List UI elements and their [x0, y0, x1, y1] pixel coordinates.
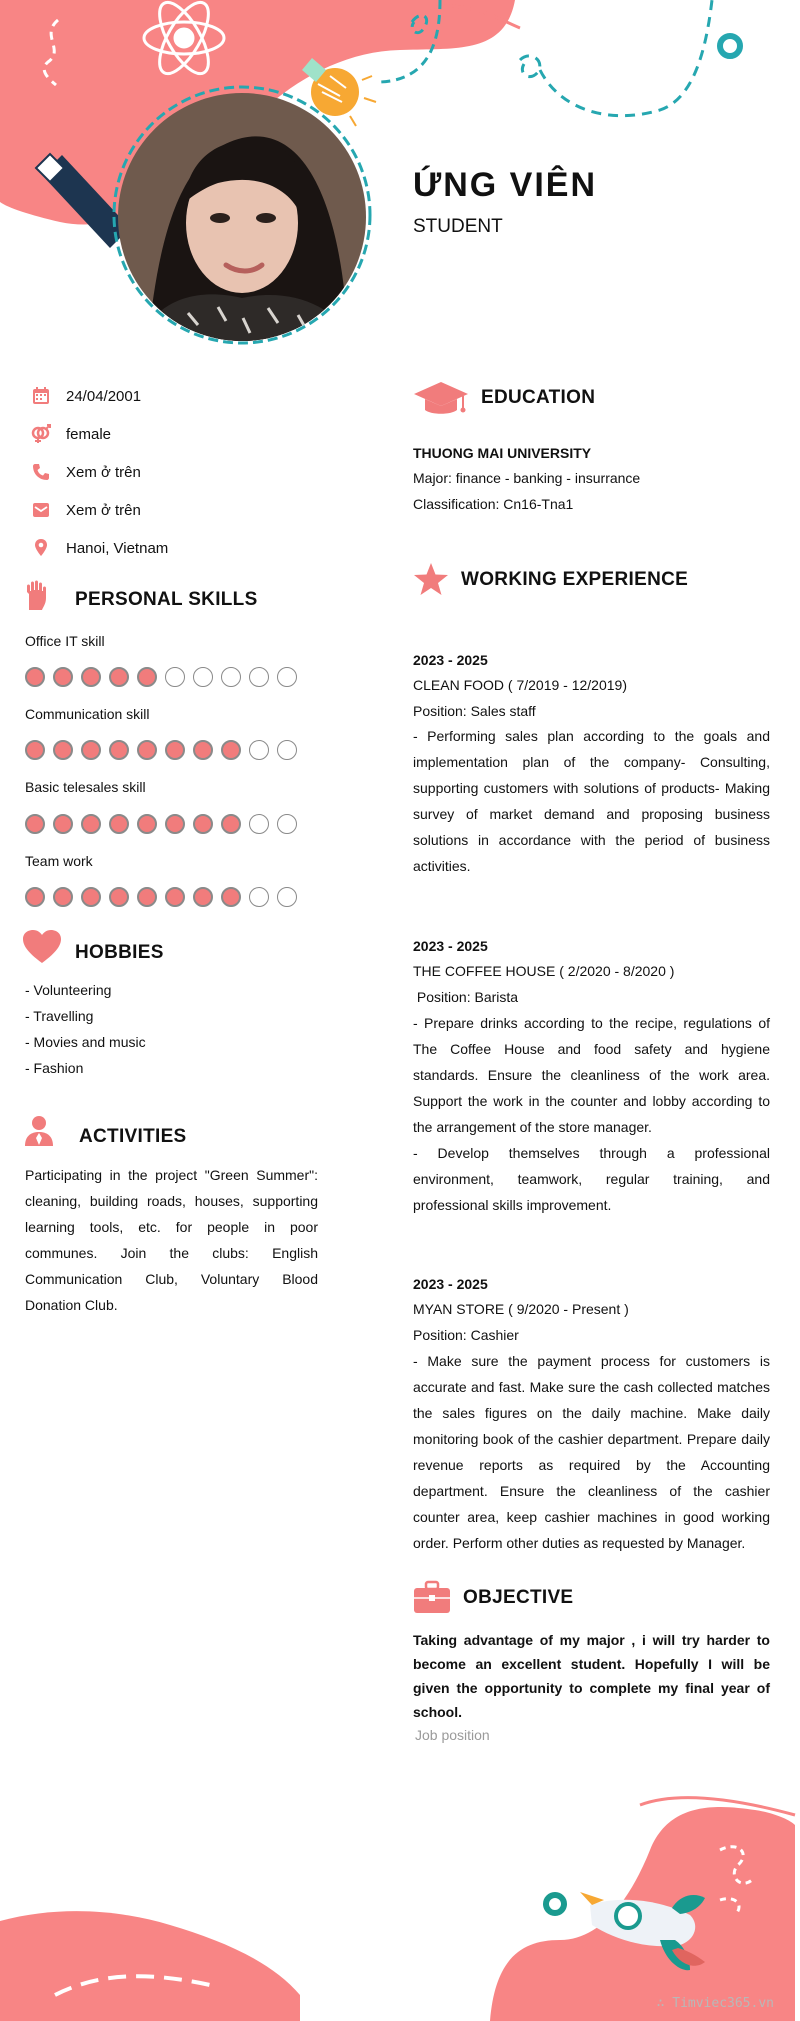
skill-name: Team work [25, 853, 93, 869]
rating-dot-filled [165, 887, 185, 907]
contact-address [28, 534, 328, 562]
person-icon [23, 1115, 55, 1147]
header-decoration [0, 0, 800, 360]
profile-photo [118, 93, 366, 341]
job-position: Position: Cashier [413, 1327, 519, 1343]
activities-title: ACTIVITIES [79, 1126, 187, 1147]
job-years: 2023 - 2025 [413, 938, 488, 954]
contact-email [28, 496, 328, 524]
contact-text: Xem ở trên [66, 463, 141, 481]
hobby-item: - Fashion [25, 1060, 84, 1076]
rating-dot-filled [25, 667, 45, 687]
rating-dot-filled [53, 887, 73, 907]
rating-dot-filled [109, 667, 129, 687]
rating-dot-empty [249, 887, 269, 907]
rating-dot-filled [137, 667, 157, 687]
rating-dot-filled [25, 740, 45, 760]
rating-dot-filled [137, 740, 157, 760]
rating-dot-empty [249, 740, 269, 760]
skill-rating [25, 814, 297, 834]
skill-rating [25, 740, 297, 760]
rating-dot-filled [81, 887, 101, 907]
hobbies-title: HOBBIES [75, 942, 164, 963]
heart-icon [23, 930, 61, 964]
rating-dot-filled [165, 814, 185, 834]
experience-title: WORKING EXPERIENCE [461, 569, 689, 590]
education-major: Major: finance - banking - insurrance [413, 470, 641, 486]
job-position: Position: Sales staff [413, 703, 536, 719]
contact-birthdate [28, 382, 328, 410]
education-school: THUONG MAI UNIVERSITY [413, 445, 592, 461]
job-company: THE COFFEE HOUSE ( 2/2020 - 8/2020 ) [413, 963, 675, 979]
rating-dot-filled [165, 740, 185, 760]
hobby-item: - Travelling [25, 1008, 94, 1024]
hobby-item: - Volunteering [25, 982, 112, 998]
contact-text: female [66, 425, 112, 443]
candidate-role: STUDENT [413, 216, 503, 237]
skill-name: Office IT skill [25, 633, 105, 649]
job-company: CLEAN FOOD ( 7/2019 - 12/2019) [413, 677, 627, 693]
skills-title: PERSONAL SKILLS [75, 589, 258, 610]
footer-decoration [0, 1780, 800, 2021]
hand-icon [23, 580, 49, 612]
job-years: 2023 - 2025 [413, 652, 488, 668]
job-description: - Performing sales plan according to the goals and implementation plan of the company- Consulting, supporting customers with solutions of products- Making survey of market demand and proposing business solutions in accordance with the period of business activities. [413, 728, 770, 874]
rating-dot-filled [109, 814, 129, 834]
job-description-extra: - Develop themselves through a professional environment, teamwork, regular training, and professional skills improvement. [413, 1145, 770, 1213]
skill-name: Communication skill [25, 706, 150, 722]
education-title: EDUCATION [481, 387, 596, 408]
rating-dot-empty [277, 667, 297, 687]
rating-dot-empty [221, 667, 241, 687]
rating-dot-filled [81, 667, 101, 687]
skill-rating [25, 887, 297, 907]
rating-dot-filled [53, 814, 73, 834]
objective-title: OBJECTIVE [463, 1587, 574, 1608]
footer-logo: ∴ Timviec365.vn [656, 1996, 774, 2011]
skill-name: Basic telesales skill [25, 779, 146, 795]
ring-icon [546, 1895, 564, 1913]
rating-dot-empty [277, 814, 297, 834]
graduation-cap-icon [413, 380, 469, 416]
job-position-field[interactable]: Job position [415, 1727, 490, 1743]
rating-dot-filled [25, 814, 45, 834]
candidate-name: ỨNG VIÊN [413, 166, 598, 204]
job-years: 2023 - 2025 [413, 1276, 488, 1292]
job-description: - Prepare drinks according to the recipe, regulations of The Coffee House and food safety and hygiene standards. Ensure the cleanliness of the work area. Support the work in the counter and lobby according to the arrangement of the store manager. [413, 1015, 770, 1135]
rating-dot-filled [137, 814, 157, 834]
objective-text: Taking advantage of my major , i will try harder to become an excellent student. Hopefully I will be given the opportunity to complete my final year of school. [413, 1632, 770, 1720]
rating-dot-filled [221, 740, 241, 760]
activities-text: Participating in the project "Green Summer": cleaning, building roads, houses, supporting learning tools, etc. for people in poor communes. Join the clubs: English Communication Club, Voluntary Blood Donation Club. [25, 1167, 318, 1313]
rating-dot-filled [53, 740, 73, 760]
rating-dot-filled [193, 814, 213, 834]
hobby-item: - Movies and music [25, 1034, 146, 1050]
job-company: MYAN STORE ( 9/2020 - Present ) [413, 1301, 629, 1317]
dashed-path-teal [520, 0, 712, 116]
rating-dot-filled [109, 887, 129, 907]
rating-dot-filled [53, 667, 73, 687]
education-classification: Classification: Cn16-Tna1 [413, 496, 574, 512]
rating-dot-filled [81, 814, 101, 834]
rating-dot-empty [193, 667, 213, 687]
contact-phone [28, 458, 328, 486]
rating-dot-filled [221, 887, 241, 907]
rating-dot-empty [277, 740, 297, 760]
rating-dot-filled [193, 887, 213, 907]
rating-dot-filled [81, 740, 101, 760]
job-description: - Make sure the payment process for customers is accurate and fast. Make sure the cash collected matches the sales figures on the daily machine. Make daily monitoring book of the cashier department. Prepare daily revenue reports as required by the Accounting department. Ensure the cleanliness of the cashier counter area, keep cashier machines in good working order. Perform other duties as requested by Manager. [413, 1353, 770, 1551]
mail-icon [28, 497, 54, 523]
briefcase-icon [413, 1580, 451, 1614]
rating-dot-filled [193, 740, 213, 760]
rating-dot-empty [277, 887, 297, 907]
contact-gender [28, 420, 328, 448]
rating-dot-empty [249, 667, 269, 687]
rating-dot-filled [221, 814, 241, 834]
ring-icon [720, 36, 740, 56]
star-icon [413, 562, 449, 596]
contact-text: Xem ở trên [66, 501, 141, 519]
rating-dot-empty [249, 814, 269, 834]
job-position: Position: Barista [413, 989, 519, 1005]
gender-icon [28, 421, 54, 447]
rating-dot-filled [137, 887, 157, 907]
contact-text: Hanoi, Vietnam [66, 539, 169, 557]
calendar-icon [28, 383, 54, 409]
rating-dot-filled [109, 740, 129, 760]
phone-icon [28, 459, 54, 485]
skill-rating [25, 667, 297, 687]
rating-dot-filled [25, 887, 45, 907]
rating-dot-empty [165, 667, 185, 687]
location-pin-icon [28, 535, 54, 561]
contact-text: 24/04/2001 [66, 387, 142, 405]
